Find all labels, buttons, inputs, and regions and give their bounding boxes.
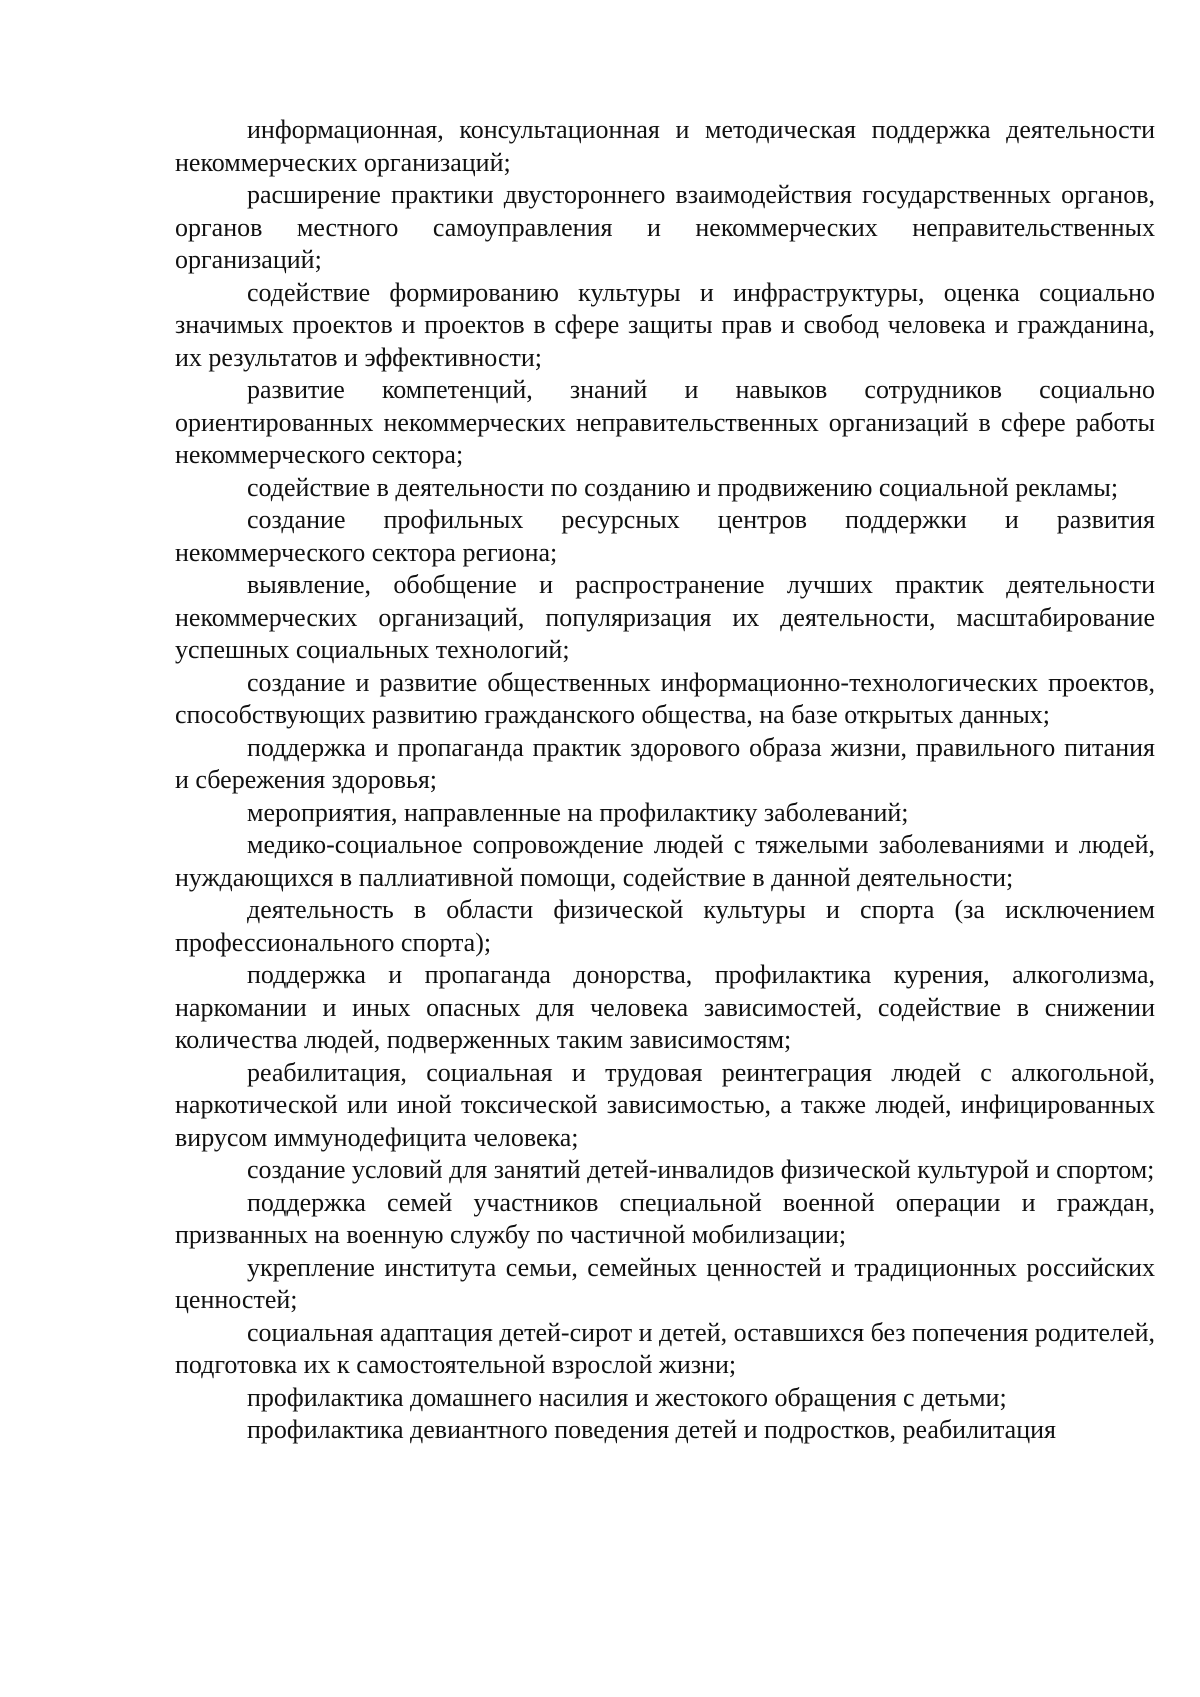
paragraph-4: развитие компетенций, знаний и навыков сотрудников социально ориентированных некоммерческих неправительственных организаций в сфере работы некоммерческого сектора; <box>175 375 1155 469</box>
paragraph-15: создание условий для занятий детей-инвалидов физической культурой и спортом; <box>247 1155 1155 1184</box>
paragraph-2: расширение практики двустороннего взаимодействия государственных органов, органов местного самоуправления и некоммерческих неправительственных организаций; <box>175 180 1155 274</box>
paragraph-13: поддержка и пропаганда донорства, профилактика курения, алкоголизма, наркомании и иных опасных для человека зависимостей, содействие в снижении количества людей, подверженных таким зависимостям; <box>175 960 1155 1054</box>
paragraph-7: выявление, обобщение и распространение лучших практик деятельности некоммерческих организаций, популяризация их деятельности, масштабирование успешных социальных технологий; <box>175 570 1155 664</box>
paragraph-20: профилактика девиантного поведения детей и подростков, реабилитация <box>247 1415 1056 1444</box>
paragraph-18: социальная адаптация детей-сирот и детей, оставшихся без попечения родителей, подготовка их к самостоятельной взрослой жизни; <box>175 1317 1155 1379</box>
paragraph-17: укрепление института семьи, семейных ценностей и традиционных российских ценностей; <box>175 1252 1155 1314</box>
document-body <box>175 114 1155 1447</box>
paragraph-14: реабилитация, социальная и трудовая реинтеграция людей с алкогольной, наркотической или иной токсической зависимостью, а также людей, инфицированных вирусом иммунодефицита человека; <box>175 1057 1155 1152</box>
paragraph-16: поддержка семей участников специальной военной операции и граждан, призванных на военную службу по частичной мобилизации; <box>175 1187 1155 1249</box>
paragraph-11: медико-социальное сопровождение людей с тяжелыми заболеваниями и людей, нуждающихся в паллиативной помощи, содействие в данной деятельности; <box>175 830 1155 892</box>
paragraph-19: профилактика домашнего насилия и жестокого обращения с детьми; <box>247 1382 1007 1412</box>
paragraph-9: поддержка и пропаганда практик здорового образа жизни, правильного питания и сбережения здоровья; <box>175 732 1155 794</box>
paragraph-12: деятельность в области физической культуры и спорта (за исключением профессионального спорта); <box>175 895 1155 957</box>
paragraph-1: информационная, консультационная и методическая поддержка деятельности некоммерческих организаций; <box>175 115 1155 177</box>
paragraph-6: создание профильных ресурсных центров поддержки и развития некоммерческого сектора региона; <box>175 505 1155 567</box>
paragraph-5: содействие в деятельности по созданию и продвижению социальной рекламы; <box>247 472 1119 502</box>
paragraph-10: мероприятия, направленные на профилактику заболеваний; <box>247 797 909 827</box>
paragraph-8: создание и развитие общественных информационно-технологических проектов, способствующих развитию гражданского общества, на базе открытых данных; <box>175 667 1155 729</box>
paragraph-3: содействие формированию культуры и инфраструктуры, оценка социально значимых проектов и проектов в сфере защиты прав и свобод человека и гражданина, их результатов и эффективности; <box>175 277 1155 372</box>
